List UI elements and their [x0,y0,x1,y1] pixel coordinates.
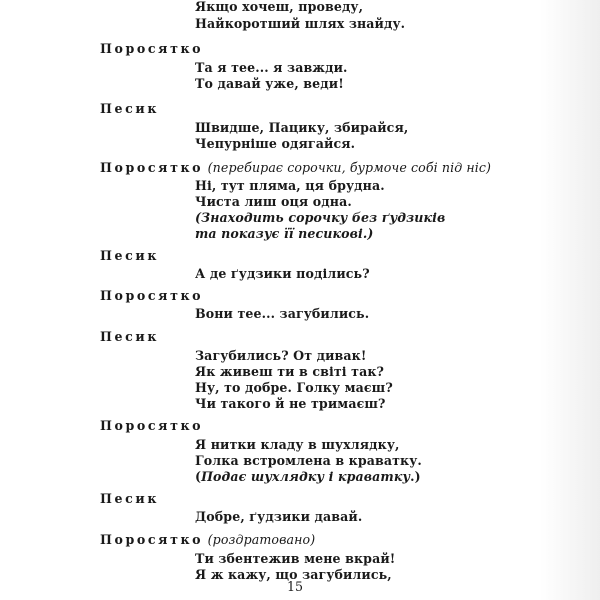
speaker-name: Поросятко [100,41,204,56]
speaker-heading [100,288,203,304]
speaker-heading [100,41,203,57]
speaker-name: Песик [100,329,160,344]
stage-direction: (Знаходить сорочку без ґудзиків [195,210,446,225]
page-number: 15 [287,579,304,594]
speaker-heading [100,532,315,548]
stage-direction: та показує її песикові.) [195,226,374,241]
stage-direction: (роздратовано) [207,532,316,547]
speaker-name: Песик [100,101,160,116]
verse-line: А де ґудзики поділись? [195,266,370,281]
speaker-name: Поросятко [100,160,204,175]
verse-line: Ти збентежив мене вкрай! [195,551,396,566]
verse-line: Добре, ґудзики давай. [195,509,363,524]
verse-line: Загубились? От дивак! [195,348,367,363]
verse-line: Найкоротший шлях знайду. [195,16,406,31]
verse-line: Ні, тут пляма, ця брудна. [195,178,385,193]
speaker-heading [100,248,159,264]
speaker-name: Поросятко [100,532,204,547]
speaker-heading [100,329,159,345]
speaker-heading [100,160,491,176]
verse-line: Чиста лиш оця одна. [195,194,352,209]
verse-line: Ну, то добре. Голку маєш? [195,380,393,395]
speaker-name: Песик [100,248,160,263]
verse-line: Я нитки кладу в шухлядку, [195,437,400,452]
verse-line: Швидше, Пацику, збирайся, [195,120,409,135]
verse-line: Чепурніше одягайся. [195,136,356,151]
verse-line: Чи такого й не тримаєш? [195,396,386,411]
speaker-name: Поросятко [100,288,204,303]
speaker-heading [100,101,159,117]
speaker-name: Поросятко [100,418,204,433]
verse-line: Як живеш ти в світі так? [195,364,385,379]
speaker-heading [100,491,159,507]
verse-line: Вони тее... загубились. [195,306,370,321]
verse-line: Голка встромлена в краватку. [195,453,422,468]
speaker-heading [100,418,203,434]
verse-line: Я ж кажу, що загубились, [195,567,392,582]
stage-direction: Подає шухлядку і краватку [201,469,411,484]
stage-direction: (перебирає сорочки, бурмоче собі під ніс) [207,160,492,175]
speaker-name: Песик [100,491,160,506]
verse-line: Та я тее... я завжди. [195,60,348,75]
verse-line: То давай уже, веди! [195,76,344,91]
paren-close: .) [410,469,421,484]
verse-line: Якщо хочеш, проведу, [195,0,364,14]
verse-line [195,469,421,485]
paren-open: ( [195,469,202,484]
